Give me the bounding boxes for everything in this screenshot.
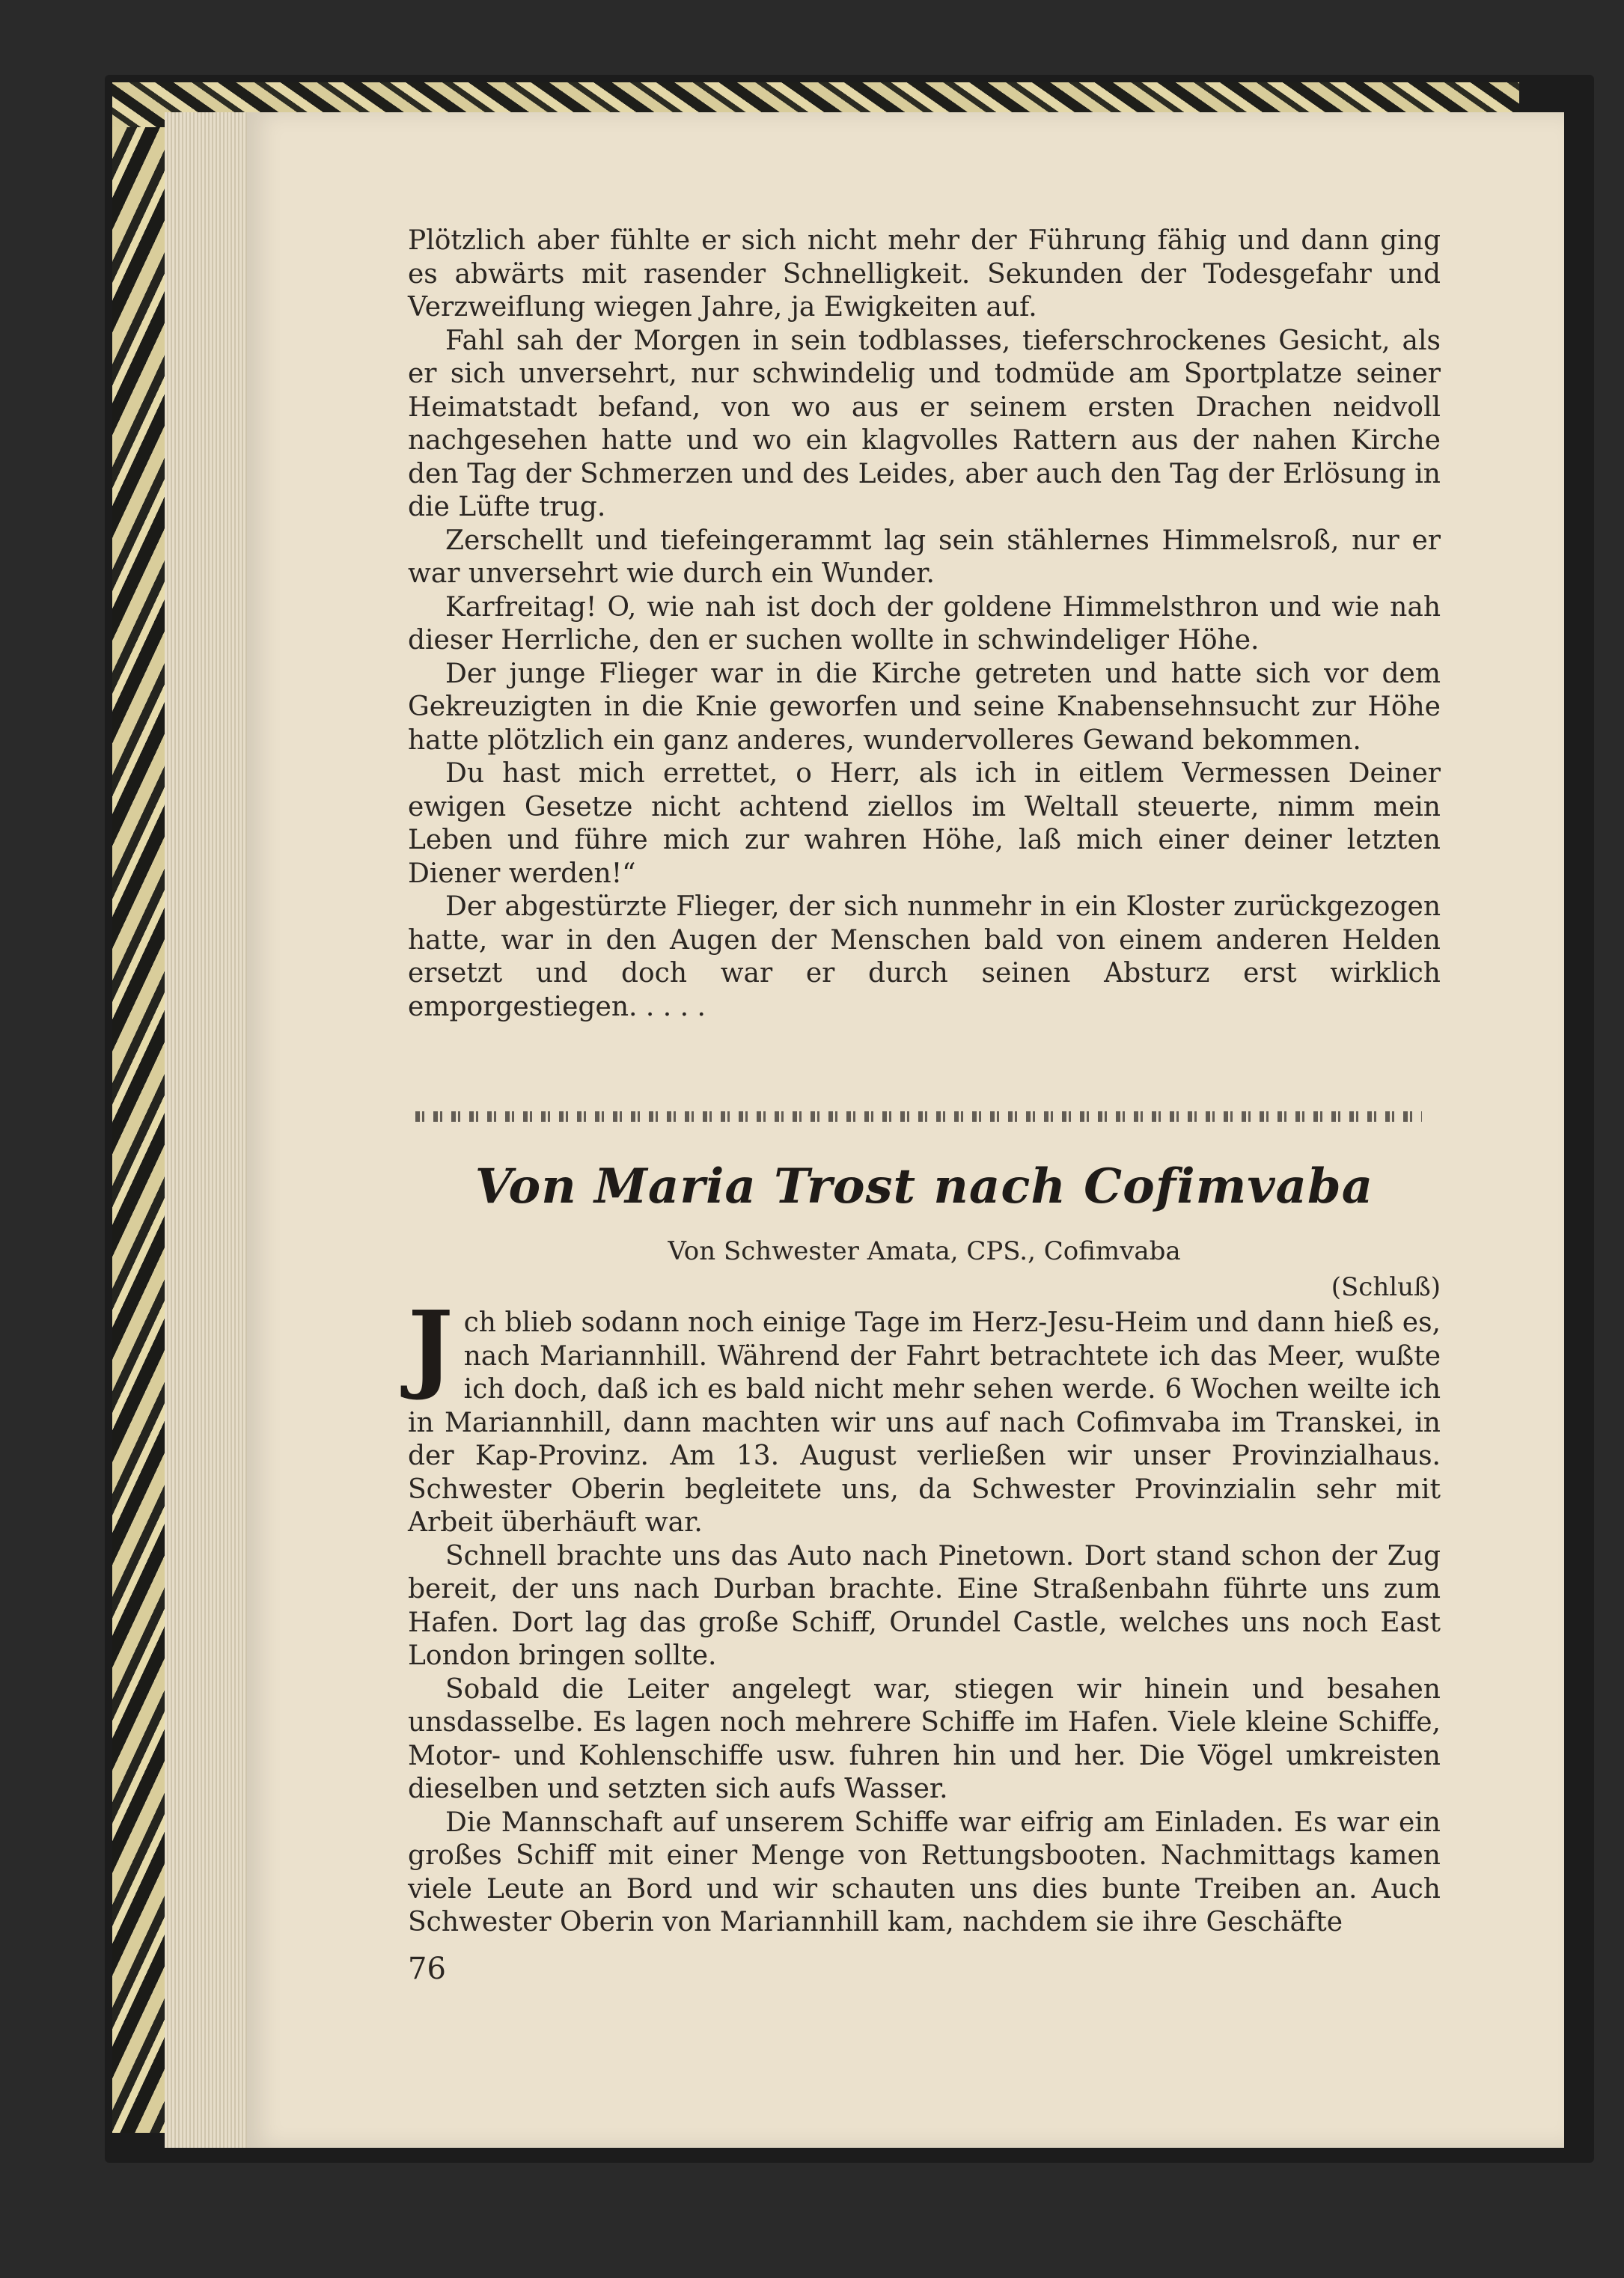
paragraph-text: ch blieb sodann noch einige Tage im Herz-Jesu-Heim und dann hieß es, nach Mariannhill. Während der Fahrt betrachtete ich das Meer, wußte ich doch, daß ich es bald nicht mehr sehen werde. 6 Wochen weilte ich in Mariannhill, dann machten wir uns auf nach Cofimvaba im Transkei, in der Kap-Provinz. Am 13. August verließen wir unser Provinzialhaus. Schwester Oberin begleitete uns, da Schwester Provinzialin sehr mit Arbeit überhäuft war.	[408, 1307, 1441, 1538]
paragraph: Fahl sah der Morgen in sein todblasses, tieferschrockenes Gesicht, als er sich unversehrt, nur schwindelig und todmüde am Sportplatze seiner Heimatstadt befand, von wo aus er seinem ersten Drachen neidvoll nachgesehen hatte und wo ein klagvolles Rattern aus der nahen Kirche den Tag der Schmerzen und des Leides, aber auch den Tag der Erlösung in die Lüfte trug.	[408, 325, 1441, 522]
marbled-edge-left	[112, 127, 165, 2133]
paragraph: Der junge Flieger war in die Kirche getreten und hatte sich vor dem Gekreuzigten in die Knie geworfen und seine Knabensehnsucht zur Höhe hatte plötzlich ein ganz anderes, wundervolleres Gewand bekommen.	[408, 658, 1441, 756]
paragraph: Sobald die Leiter angelegt war, stiegen wir hinein und besahen unsdasselbe. Es lagen noch mehrere Schiffe im Hafen. Viele kleine Schiffe, Motor- und Kohlenschiffe usw. fuhren hin und her. Die Vögel umkreisten dieselben und setzten sich aufs Wasser.	[408, 1673, 1441, 1804]
paragraph: Du hast mich errettet, o Herr, als ich in eitlem Vermessen Deiner ewigen Gesetze nicht achtend ziellos im Weltall steuerte, nimm mein Leben und führe mich zur wahren Höhe, laß mich einer deiner letzten Diener werden!“	[408, 758, 1441, 889]
paragraph: Schnell brachte uns das Auto nach Pinetown. Dort stand schon der Zug bereit, der uns nach Durban brachte. Eine Straßenbahn führte uns zum Hafen. Dort lag das große Schiff, Orundel Castle, welches uns noch East London bringen sollte.	[408, 1540, 1441, 1671]
paragraph: Zerschellt und tiefeingerammt lag sein stählernes Himmelsroß, nur er war unversehrt wie durch ein Wunder.	[408, 525, 1441, 589]
ornamental-divider	[415, 1111, 1422, 1122]
paragraph	[408, 1291, 1441, 1540]
paragraph: Die Mannschaft auf unserem Schiffe war eifrig am Einladen. Es war ein großes Schiff mit einer Menge von Rettungsbooten. Nachmittags kamen viele Leute an Bord und wir schauten uns dies bunte Treiben an. Auch Schwester Oberin von Mariannhill kam, nachdem sie ihre Geschäfte	[408, 1807, 1441, 1937]
page-edges	[165, 112, 247, 2148]
paragraph: Der abgestürzte Flieger, der sich nunmehr in ein Kloster zurückgezogen hatte, war in den Augen der Menschen bald von einem anderen Helden ersetzt und doch war er durch seinen Absturz erst wirklich emporgestiegen. . . . .	[408, 891, 1441, 1022]
article-byline: Von Schwester Amata, CPS., Cofimvaba	[668, 1236, 1181, 1266]
page-number: 76	[408, 1952, 446, 1986]
article-title: Von Maria Trost nach Cofimvaba	[474, 1158, 1374, 1215]
paragraph: Karfreitag! O, wie nah ist doch der goldene Himmelsthron und wie nah dieser Herrliche, den er suchen wollte in schwindeliger Höhe.	[408, 591, 1441, 656]
drop-cap: J	[408, 1291, 454, 1403]
article-text	[408, 1291, 1441, 1940]
article-note: (Schluß)	[1331, 1272, 1441, 1302]
previous-story-text	[408, 225, 1441, 1024]
paragraph: Plötzlich aber fühlte er sich nicht mehr der Führung fähig und dann ging es abwärts mit rasender Schnelligkeit. Sekunden der Todesgefahr und Verzweiflung wiegen Jahre, ja Ewigkeiten auf.	[408, 225, 1441, 323]
